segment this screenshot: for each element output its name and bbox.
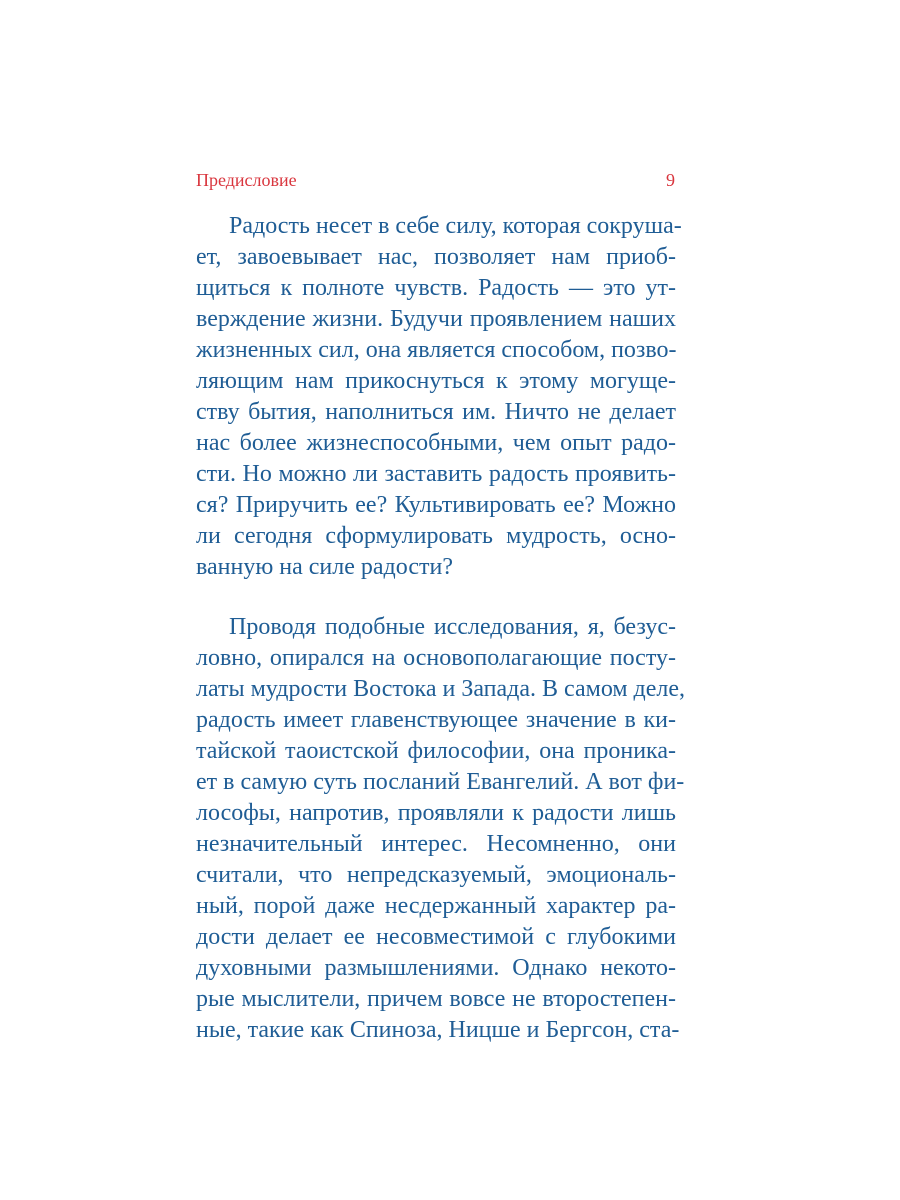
text-line: рые мыслители, причем вовсе не второстепен-: [196, 986, 676, 1012]
text-line: радость имеет главенствующее значение в ки-: [196, 707, 676, 733]
text-line: ли сегодня сформулировать мудрость, осно-: [196, 523, 676, 549]
text-line: нас более жизнеспособными, чем опыт радо-: [196, 430, 676, 456]
text-line: жизненных сил, она является способом, позво-: [196, 337, 677, 363]
text-line: ет в самую суть посланий Евангелий. А вот фи-: [196, 769, 685, 795]
text-line: считали, что непредсказуемый, эмоциональ-: [196, 862, 676, 888]
text-line: ству бытия, наполниться им. Ничто не делает: [196, 399, 676, 425]
text-line: незначительный интерес. Несомненно, они: [196, 831, 676, 857]
text-line: сти. Но можно ли заставить радость проявить-: [196, 461, 676, 487]
text-line: ловно, опирался на основополагающие посту-: [196, 645, 676, 671]
text-line: Радость несет в себе силу, которая сокруша-: [229, 213, 682, 239]
running-head: Предисловие: [196, 170, 297, 190]
paragraph-2: [196, 612, 686, 1046]
text-line: тайской таоистской философии, она проника-: [196, 738, 676, 764]
text-line: ся? Приручить ее? Культивировать ее? Можно: [196, 492, 676, 518]
text-line: ляющим нам прикоснуться к этому могуще-: [196, 368, 676, 394]
text-line: дости делает ее несовместимой с глубокими: [196, 924, 676, 950]
text-line: ванную на силе радости?: [196, 554, 454, 580]
text-line: лософы, напротив, проявляли к радости лишь: [196, 800, 676, 826]
text-line: Проводя подобные исследования, я, безус-: [229, 614, 676, 640]
text-line: ет, завоевывает нас, позволяет нам приоб-: [196, 244, 676, 270]
text-line: верждение жизни. Будучи проявлением наших: [196, 306, 676, 332]
paragraph-1: [196, 211, 682, 583]
text-line: духовными размышлениями. Однако некото-: [196, 955, 676, 981]
text-line: латы мудрости Востока и Запада. В самом деле,: [196, 676, 686, 702]
text-line: ные, такие как Спиноза, Ницше и Бергсон, ста-: [196, 1017, 680, 1043]
text-line: щиться к полноте чувств. Радость — это ут-: [196, 275, 676, 301]
text-line: ный, порой даже несдержанный характер ра-: [196, 893, 676, 919]
page-number: 9: [666, 170, 675, 190]
